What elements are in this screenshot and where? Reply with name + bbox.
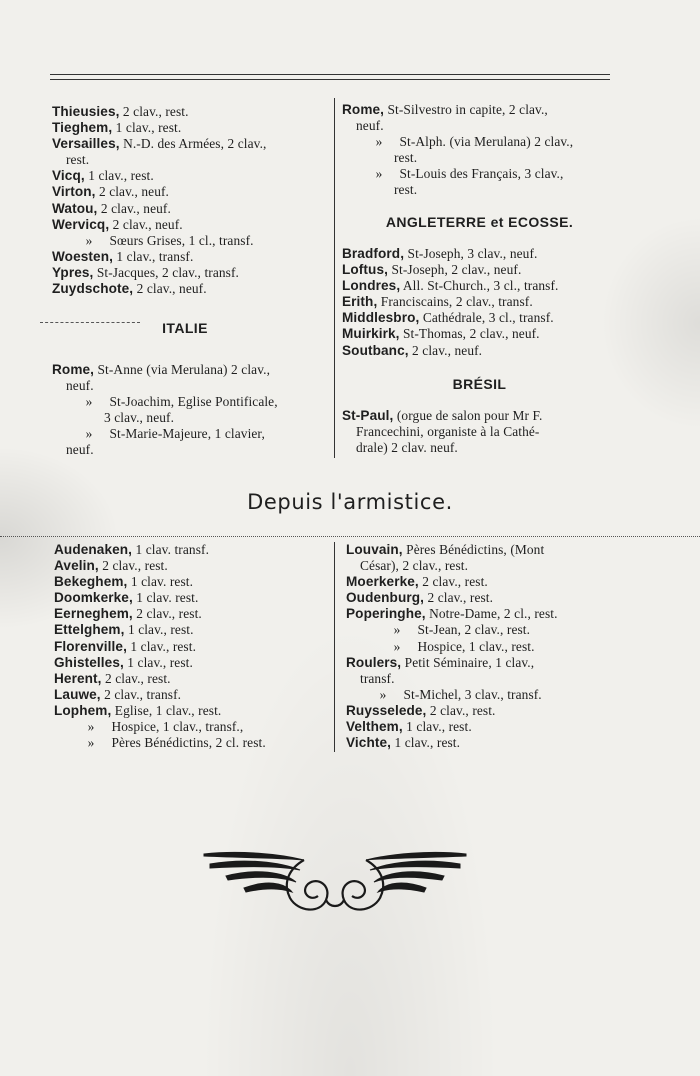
bottom-right-place-name: Ruysselede, [346, 702, 427, 718]
bottom-left-details: 1 clav., rest. [123, 654, 193, 670]
top-left-entry [52, 152, 328, 168]
top-right-column [342, 102, 617, 199]
bottom-right-entry [346, 606, 621, 622]
bottom-right-details: Pères Bénédictins, (Mont [402, 542, 545, 557]
angleterre-place-name: Londres, [342, 278, 401, 294]
bottom-left-entry [54, 703, 330, 719]
bottom-right-column [346, 542, 621, 751]
scroll-ornament-icon [200, 842, 470, 922]
top-left-place-name: Virton, [52, 184, 96, 200]
bottom-right-entry [346, 558, 621, 574]
angleterre-entry [342, 326, 617, 342]
italie-entry [52, 394, 328, 410]
italie-entry [52, 410, 328, 426]
angleterre-details: St-Thomas, 2 clav., neuf. [399, 326, 540, 342]
bottom-left-entry [54, 687, 330, 703]
top-left-place-name: Vicq, [52, 168, 85, 184]
bottom-left-column [54, 542, 330, 751]
angleterre-details: All. St-Church., 3 cl., transf. [400, 278, 559, 294]
bottom-right-details: 2 clav., rest. [426, 702, 496, 718]
bottom-right-entry [346, 574, 621, 590]
top-right-entry [342, 150, 617, 166]
bresil-list [342, 408, 617, 456]
top-left-entry [52, 249, 328, 265]
bottom-left-entry [54, 558, 330, 574]
top-left-entry [52, 265, 328, 281]
bottom-left-details: 2 clav., transf. [100, 686, 182, 702]
bottom-right-details: César), 2 clav., rest. [360, 558, 469, 574]
bottom-left-details: 1 clav. transf. [132, 542, 210, 557]
italie-heading: ITALIE [162, 320, 208, 336]
bottom-right-place-name: Roulers, [346, 654, 402, 670]
bottom-left-entry [54, 622, 330, 638]
top-left-place-name: Thieusies, [52, 104, 120, 119]
ditto-mark: » [379, 686, 387, 702]
bottom-left-entry [54, 655, 330, 671]
bottom-right-details: Petit Séminaire, 1 clav., [401, 654, 535, 670]
bottom-right-details: 1 clav., rest. [391, 735, 461, 751]
bottom-right-entry [346, 622, 621, 638]
bottom-left-details: Pères Bénédictins, 2 cl. rest. [111, 735, 266, 751]
bottom-right-place-name: Oudenburg, [346, 590, 425, 606]
bottom-left-place-name: Ghistelles, [54, 654, 124, 670]
bottom-left-entry [54, 671, 330, 687]
top-right-entry [342, 182, 617, 198]
top-left-entry [52, 217, 328, 233]
angleterre-entry [342, 278, 617, 294]
ditto-mark: » [87, 719, 95, 735]
bottom-left-place-name: Florenville, [54, 638, 127, 654]
top-left-details: Sœurs Grises, 1 cl., transf. [109, 232, 254, 248]
angleterre-entry [342, 246, 617, 262]
top-left-entry [52, 201, 328, 217]
italie-list [52, 362, 328, 459]
top-left-details: N.-D. des Armées, 2 clav., [119, 136, 267, 152]
top-left-entry [52, 281, 328, 297]
bottom-right-details: Notre-Dame, 2 cl., rest. [425, 606, 558, 622]
top-left-details: 2 clav., rest. [119, 104, 189, 119]
ditto-mark: » [87, 735, 95, 751]
bresil-details: Francechini, organiste à la Cathé- [356, 424, 540, 440]
top-right-entry [342, 118, 617, 134]
bottom-left-entry [54, 719, 330, 735]
italie-place-name: Rome, [52, 362, 95, 377]
top-left-entry [52, 120, 328, 136]
angleterre-place-name: Muirkirk, [342, 326, 400, 342]
bottom-left-entry [54, 639, 330, 655]
bresil-entry [342, 440, 617, 456]
top-left-details: 1 clav., transf. [112, 248, 194, 264]
bottom-left-place-name: Avelin, [54, 558, 99, 574]
top-right-details: rest. [394, 150, 418, 166]
top-left-entry [52, 104, 328, 120]
bottom-left-place-name: Ettelghem, [54, 622, 125, 638]
italie-details: St-Marie-Majeure, 1 clavier, [109, 426, 265, 442]
angleterre-details: St-Joseph, 2 clav., neuf. [388, 262, 522, 278]
top-right-place-name: Rome, [342, 102, 385, 117]
top-right-details: rest. [394, 182, 418, 198]
angleterre-entry [342, 262, 617, 278]
top-left-place-name: Ypres, [52, 264, 94, 280]
column-divider-bottom [334, 542, 335, 752]
bottom-left-details: Hospice, 1 clav., transf., [111, 719, 244, 735]
top-left-place-name: Watou, [52, 200, 98, 216]
bresil-entry [342, 424, 617, 440]
bottom-left-place-name: Audenaken, [54, 542, 133, 557]
bottom-left-entry [54, 590, 330, 606]
top-right-details: St-Louis des Français, 3 clav., [399, 166, 564, 182]
top-rule [50, 74, 610, 75]
italie-entry [52, 362, 328, 378]
bottom-right-entry [346, 639, 621, 655]
bottom-left-details: 1 clav., rest. [124, 622, 194, 638]
italie-details: St-Anne (via Merulana) 2 clav., [94, 362, 271, 377]
bottom-left-place-name: Lauwe, [54, 686, 101, 702]
italie-details: neuf. [66, 378, 94, 394]
armistice-heading: Depuis l'armistice. [247, 490, 453, 514]
top-left-place-name: Woesten, [52, 248, 113, 264]
ditto-mark: » [85, 232, 93, 248]
bottom-right-place-name: Poperinghe, [346, 606, 426, 622]
italie-details: 3 clav., neuf. [104, 410, 175, 426]
bottom-left-place-name: Herent, [54, 670, 102, 686]
bottom-right-entry [346, 687, 621, 703]
top-left-entry [52, 168, 328, 184]
angleterre-details: St-Joseph, 3 clav., neuf. [404, 246, 538, 261]
italie-entry [52, 442, 328, 458]
angleterre-entry [342, 294, 617, 310]
bottom-left-entry [54, 542, 330, 558]
ditto-mark: » [375, 134, 383, 150]
bottom-right-details: Hospice, 1 clav., rest. [417, 638, 535, 654]
bottom-left-place-name: Doomkerke, [54, 590, 133, 606]
top-left-place-name: Wervicq, [52, 216, 110, 232]
top-left-details: 1 clav., rest. [112, 120, 182, 136]
angleterre-entry [342, 343, 617, 359]
italie-entry [52, 378, 328, 394]
bottom-right-details: St-Jean, 2 clav., rest. [417, 622, 531, 638]
angleterre-entry [342, 310, 617, 326]
top-right-entry [342, 166, 617, 182]
top-right-details: St-Silvestro in capite, 2 clav., [384, 102, 548, 117]
top-left-details: 2 clav., neuf. [95, 184, 170, 200]
bottom-left-details: 1 clav., rest. [126, 638, 197, 654]
ditto-mark: » [393, 622, 401, 638]
top-left-details: 2 clav., neuf. [109, 216, 183, 232]
top-left-place-name: Versailles, [52, 136, 120, 152]
angleterre-place-name: Loftus, [342, 262, 389, 278]
bottom-right-details: 2 clav., rest. [424, 590, 494, 606]
angleterre-place-name: Bradford, [342, 246, 405, 261]
bresil-details: (orgue de salon pour Mr F. [393, 408, 543, 423]
bresil-details: drale) 2 clav. neuf. [356, 440, 458, 456]
bottom-right-entry [346, 590, 621, 606]
angleterre-details: 2 clav., neuf. [408, 342, 483, 358]
bottom-left-details: 2 clav., rest. [101, 670, 171, 686]
bottom-right-entry [346, 703, 621, 719]
top-left-place-name: Zuydschote, [52, 281, 134, 297]
bottom-right-place-name: Vichte, [346, 735, 392, 751]
ditto-mark: » [85, 394, 93, 410]
angleterre-place-name: Middlesbro, [342, 310, 420, 326]
top-left-details: 1 clav., rest. [84, 168, 154, 184]
bottom-right-details: 2 clav., rest. [418, 574, 488, 590]
bottom-right-entry [346, 735, 621, 751]
bottom-left-entry [54, 735, 330, 751]
bottom-left-details: Eglise, 1 clav., rest. [111, 702, 222, 718]
bottom-right-place-name: Moerkerke, [346, 574, 419, 590]
ditto-mark: » [85, 426, 93, 442]
bottom-right-details: 1 clav., rest. [402, 719, 472, 735]
bottom-left-details: 1 clav. rest. [132, 590, 199, 606]
top-left-entry [52, 184, 328, 200]
top-left-details: 2 clav., neuf. [97, 200, 171, 216]
bottom-right-place-name: Louvain, [346, 542, 403, 557]
armistice-rule [0, 536, 700, 537]
top-left-details: St-Jacques, 2 clav., transf. [93, 264, 239, 280]
bresil-place-name: St-Paul, [342, 408, 394, 423]
top-left-details: 2 clav., neuf. [133, 281, 207, 297]
angleterre-list [342, 246, 617, 359]
angleterre-place-name: Soutbanc, [342, 342, 409, 358]
bottom-right-entry [346, 671, 621, 687]
angleterre-heading: ANGLETERRE et ECOSSE. [385, 214, 574, 230]
bottom-right-entry [346, 542, 621, 558]
bottom-right-place-name: Velthem, [346, 719, 403, 735]
angleterre-details: Franciscains, 2 clav., transf. [377, 294, 533, 310]
angleterre-place-name: Erith, [342, 294, 378, 310]
italie-details: neuf. [66, 442, 94, 458]
angleterre-details: Cathédrale, 3 cl., transf. [419, 310, 554, 326]
bottom-left-entry [54, 606, 330, 622]
ditto-mark: » [375, 166, 383, 182]
bottom-left-place-name: Bekeghem, [54, 574, 128, 590]
top-left-entry [52, 136, 328, 152]
bottom-right-details: St-Michel, 3 clav., transf. [403, 686, 542, 702]
column-divider-top [334, 98, 335, 458]
ditto-mark: » [393, 638, 401, 654]
bottom-right-entry [346, 719, 621, 735]
bresil-entry [342, 408, 617, 424]
italie-details: St-Joachim, Eglise Pontificale, [109, 394, 278, 410]
top-right-entry [342, 134, 617, 150]
top-left-place-name: Tieghem, [52, 120, 113, 136]
bottom-right-entry [346, 655, 621, 671]
bresil-heading: BRÉSIL [452, 376, 507, 392]
bottom-left-entry [54, 574, 330, 590]
top-right-details: St-Alph. (via Merulana) 2 clav., [399, 134, 574, 150]
bottom-right-details: transf. [360, 670, 395, 686]
top-left-entry [52, 233, 328, 249]
top-rule-2 [50, 79, 610, 80]
top-left-column [52, 104, 328, 297]
bottom-left-details: 2 clav., rest. [98, 558, 168, 574]
top-right-entry [342, 102, 617, 118]
italie-entry [52, 426, 328, 442]
bottom-left-place-name: Eerneghem, [54, 606, 133, 622]
bottom-left-details: 2 clav., rest. [132, 606, 202, 622]
bottom-left-details: 1 clav. rest. [127, 574, 194, 590]
bottom-left-place-name: Lophem, [54, 702, 112, 718]
top-right-details: neuf. [356, 118, 384, 134]
top-left-details: rest. [66, 152, 90, 168]
